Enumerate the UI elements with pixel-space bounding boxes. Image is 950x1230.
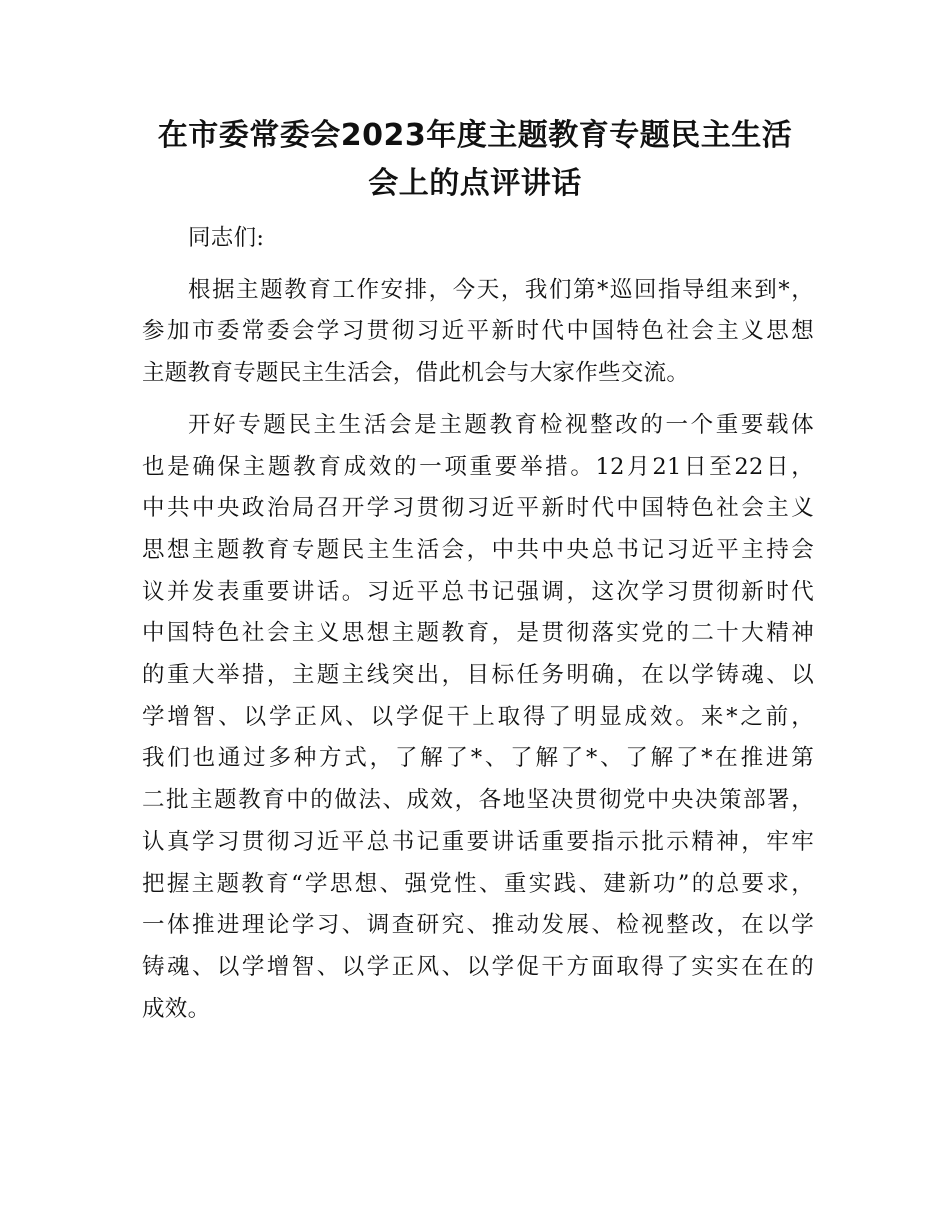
- paragraph-line: 成效。: [142, 995, 211, 1022]
- paragraph-line: 根据主题教育工作安排，今天，我们第*巡回指导组来到*，: [188, 276, 814, 303]
- paragraph-line: 我们也通过多种方式，了解了*、了解了*、了解了*在推进第: [142, 745, 814, 772]
- document-title: [120, 112, 830, 208]
- paragraph-line: 铸魂、以学增智、以学正风、以学促干方面取得了实实在在的: [142, 953, 814, 980]
- paragraph-line: 把握主题教育“学思想、强党性、重实践、建新功”的总要求，: [142, 870, 814, 897]
- title-line-2: 会上的点评讲话: [368, 166, 582, 201]
- paragraph-line: 二批主题教育中的做法、成效，各地坚决贯彻党中央决策部署，: [142, 787, 814, 814]
- paragraph-line: 主题教育专题民主生活会，借此机会与大家作些交流。: [142, 360, 690, 387]
- paragraph-line: 认真学习贯彻习近平总书记重要讲话重要指示批示精神，牢牢: [142, 828, 814, 855]
- document-body: [142, 218, 814, 1030]
- paragraph-1: [142, 270, 814, 395]
- paragraph-line: 学增智、以学正风、以学促干上取得了明显成效。来*之前，: [142, 703, 814, 730]
- salutation: 同志们:: [188, 225, 265, 251]
- paragraph-line: 也是确保主题教育成效的一项重要举措。12月21日至22日，: [142, 453, 814, 480]
- title-line-1: 在市委常委会2023年度主题教育专题民主生活: [157, 118, 793, 153]
- paragraph-line: 开好专题民主生活会是主题教育检视整改的一个重要载体: [188, 411, 814, 438]
- paragraph-2: [142, 405, 814, 1031]
- paragraph-line: 中国特色社会主义思想主题教育，是贯彻落实党的二十大精神: [142, 620, 814, 647]
- paragraph-line: 参加市委常委会学习贯彻习近平新时代中国特色社会主义思想: [142, 318, 814, 345]
- paragraph-line: 一体推进理论学习、调查研究、推动发展、检视整改，在以学: [142, 912, 814, 939]
- paragraph-line: 中共中央政治局召开学习贯彻习近平新时代中国特色社会主义: [142, 495, 814, 522]
- paragraph-line: 的重大举措，主题主线突出，目标任务明确，在以学铸魂、以: [142, 662, 814, 689]
- paragraph-line: 议并发表重要讲话。习近平总书记强调，这次学习贯彻新时代: [142, 578, 814, 605]
- paragraph-line: 思想主题教育专题民主生活会，中共中央总书记习近平主持会: [142, 536, 814, 563]
